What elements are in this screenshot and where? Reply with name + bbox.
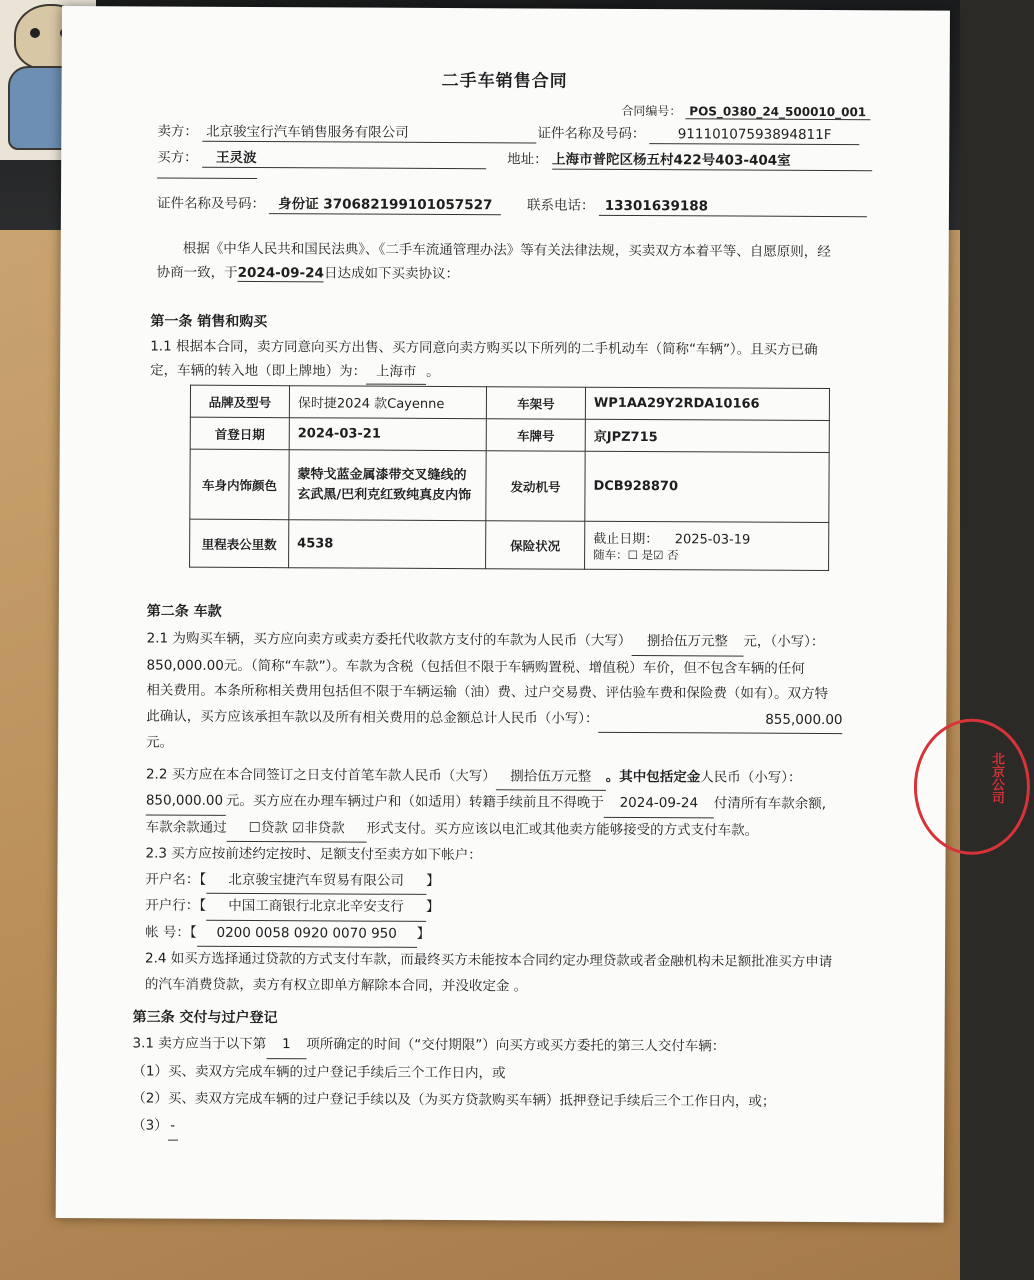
delivery-option-number: 1	[266, 1031, 306, 1059]
company-seal	[914, 718, 1031, 855]
seal-text: 北京公司	[988, 751, 1005, 804]
account-number-row	[145, 920, 841, 950]
buyer-phone-row	[527, 196, 867, 217]
article-3-body	[132, 1030, 776, 1143]
bank-row	[145, 893, 841, 923]
insurance-value	[585, 521, 829, 570]
vehicle-info-table	[189, 385, 830, 571]
art2-text: 元，（小写）：	[743, 633, 825, 651]
preamble-text: 日达成如下买卖协议：	[323, 265, 460, 283]
registration-date-label: 首登日期	[190, 417, 289, 450]
preamble-line-1: 根据《中华人民共和国民法典》、《二手车流通管理办法》等有关法律法规，买卖双方本着平等、自愿原则，经	[182, 240, 831, 261]
total-amount: 855,000.00	[598, 706, 842, 734]
art2-line: 850,000.00元。（简称“车款”）。车款为含税（包括但不限于车辆购置税、增值税）车价，但不包含车辆的任何	[146, 656, 805, 677]
article-1-text: 。	[426, 363, 440, 380]
bank-value: 中国工商银行北京北辛安支行	[206, 894, 426, 922]
buyer-id-value: 身份证 370682199101057527	[269, 195, 501, 215]
art2-line	[146, 788, 842, 818]
contract-number-value: POS_0380_24_500010_001	[685, 104, 870, 120]
account-number-value: 0200 0058 0920 0070 950	[197, 920, 417, 948]
address-continuation-line	[157, 177, 257, 180]
seller-id-row	[537, 124, 859, 145]
art2-line	[147, 626, 843, 656]
table-row	[190, 385, 829, 420]
vin-label: 车架号	[486, 387, 585, 420]
seller-id-label: 证件名称及号码：	[537, 125, 646, 143]
buyer-address-label: 地址：	[507, 151, 548, 168]
buyer-row	[157, 149, 486, 170]
preamble-text: 协商一致，于	[156, 264, 238, 281]
art2-line	[146, 815, 842, 845]
account-name-value: 北京骏宝捷汽车贸易有限公司	[206, 867, 426, 895]
insurance-label: 保险状况	[486, 521, 585, 570]
art2-line: 相关费用。本条所称相关费用包括但不限于车辆运输（油）费、过户交易费、评估验车费和保险费（如有）。双方特	[146, 682, 829, 703]
buyer-id-label: 证件名称及号码：	[156, 195, 266, 213]
art2-text: 元。买方应在办理车辆过户和（如适用）转籍手续前且不得晚于	[225, 792, 604, 811]
plate-value: 京JPZ715	[585, 419, 829, 452]
account-name-row	[145, 867, 841, 897]
engine-value: DCB928870	[585, 451, 829, 522]
contract-paper	[56, 6, 1005, 1223]
registration-date-value: 2024-03-21	[289, 418, 486, 451]
art2-line	[146, 704, 842, 734]
payment-deadline: 2024-09-24	[604, 791, 714, 818]
registration-place: 上海市	[366, 360, 426, 385]
art2-line	[146, 762, 842, 792]
art2-line: 元。	[146, 734, 174, 751]
account-name-label: 开户名：【	[145, 870, 207, 888]
pug-eye-icon	[30, 28, 40, 38]
buyer-phone-value: 13301639188	[599, 197, 867, 217]
art2-text: 人民币（小写）：	[700, 768, 802, 786]
art2-text: 2.1 为购买车辆，买方应向卖方或卖方委托代收款方支付的车款为人民币（大写）	[146, 630, 632, 649]
article-1-para	[150, 334, 818, 386]
table-row	[190, 417, 829, 452]
account-number-label: 帐 号：【	[145, 923, 197, 941]
art2-text: 形式支付。买方应该以电汇或其他卖方能够接受的方式支付车款。	[366, 820, 759, 839]
buyer-label: 买方：	[157, 149, 198, 166]
art2-line: 2.3 买方应按前述约定按时、足额支付至卖方如下帐户：	[145, 845, 482, 864]
agreement-date: 2024-09-24	[237, 264, 325, 282]
brand-label: 品牌及型号	[190, 385, 289, 418]
article-1-line-1: 1.1 根据本合同，卖方同意向买方出售、买方同意向卖方购买以下所列的二手机动车（简称“车辆”）。且买方已确	[150, 338, 818, 358]
art2-text: 付清所有车款余额,	[713, 795, 827, 813]
color-value: 蒙特戈蓝金属漆带交叉缝线的玄武黑/巴利克红致纯真皮内饰	[289, 450, 486, 521]
insurance-expiry: 截止日期： 2025-03-19	[593, 531, 751, 548]
bracket: 】	[425, 898, 440, 915]
art2-text: 。其中包括定金	[605, 768, 701, 785]
table-row	[190, 449, 829, 522]
art3-line: （2）买、卖双方完成车辆的过户登记手续以及（为买方贷款购买车辆）抵押登记手续后三个工作日内，或；	[132, 1090, 776, 1110]
engine-label: 发动机号	[486, 451, 585, 522]
preamble-line-2	[157, 260, 831, 288]
mileage-label: 里程表公里数	[190, 519, 289, 568]
article-3-heading: 第三条 交付与过户登记	[132, 1009, 278, 1027]
option-3-blank: -	[168, 1113, 178, 1141]
art2-text: 2.2 买方应在本合同签订之日支付首笔车款人民币（大写）	[145, 765, 496, 784]
buyer-address-value: 上海市普陀区杨五村422号403-404室	[552, 151, 872, 172]
contract-title: 二手车销售合同	[441, 70, 568, 92]
seller-label: 卖方：	[157, 123, 198, 140]
insurance-follow-car: 随车：☐ 是☑ 否	[593, 547, 679, 563]
contract-number-label: 合同编号：	[621, 103, 682, 119]
deposit-amount: 850,000.00	[146, 788, 226, 815]
first-payment-in-words: 捌拾伍万元整	[496, 764, 606, 791]
preamble	[157, 236, 831, 288]
mileage-value: 4538	[289, 520, 486, 569]
article-2-body	[145, 626, 843, 1001]
art3-line	[132, 1030, 775, 1061]
article-1-text: 定，车辆的转入地（即上牌地）为：	[150, 362, 367, 380]
bracket: 】	[426, 872, 440, 889]
buyer-id-row	[157, 195, 501, 216]
article-2-heading: 第二条 车款	[146, 603, 222, 620]
table-row	[190, 519, 829, 570]
color-label: 车身内饰颜色	[190, 449, 289, 520]
seller-row	[157, 123, 536, 144]
buyer-phone-label: 联系电话：	[526, 197, 595, 214]
art2-text: 车款余款通过	[145, 818, 227, 836]
buyer-address-row	[507, 150, 872, 171]
contract-number	[621, 102, 870, 121]
art3-line: （1）买、卖双方完成车辆的过户登记手续后三个工作日内，或	[132, 1063, 506, 1082]
seller-value: 北京骏宝行汽车销售服务有限公司	[202, 123, 536, 144]
art3-line	[132, 1112, 775, 1143]
art2-line: 的汽车消费贷款，卖方有权立即单方解除本合同，并没收定金 。	[144, 975, 528, 994]
art3-text: 3.1 卖方应当于以下第	[132, 1035, 267, 1053]
brand-value: 保时捷2024 款Cayenne	[289, 386, 486, 419]
bank-label: 开户行：【	[145, 897, 207, 914]
vin-value: WP1AA29Y2RDA10166	[585, 387, 829, 420]
payment-method: ☐贷款 ☑非贷款	[227, 815, 367, 842]
art3-text: 项所确定的时间（“交付期限”）向买方或买方委托的第三人交付车辆：	[306, 1036, 726, 1055]
art3-text: （3）	[132, 1117, 168, 1134]
art2-text: 此确认，买方应该承担车款以及所有相关费用的总金额总计人民币（小写）：	[146, 707, 599, 727]
art2-line: 2.4 如买方选择通过贷款的方式支付车款，而最终买方未能按本合同约定办理贷款或者金融机构未足额批准买方申请	[144, 950, 833, 971]
bracket: 】	[416, 925, 431, 942]
buyer-value: 王灵波	[202, 149, 486, 169]
plate-label: 车牌号	[486, 419, 585, 452]
price-in-words: 捌拾伍万元整	[631, 629, 743, 656]
article-1-line-2	[150, 358, 818, 386]
seller-id-value: 91110107593894811F	[650, 125, 860, 145]
article-1-heading: 第一条 销售和购买	[150, 313, 268, 331]
